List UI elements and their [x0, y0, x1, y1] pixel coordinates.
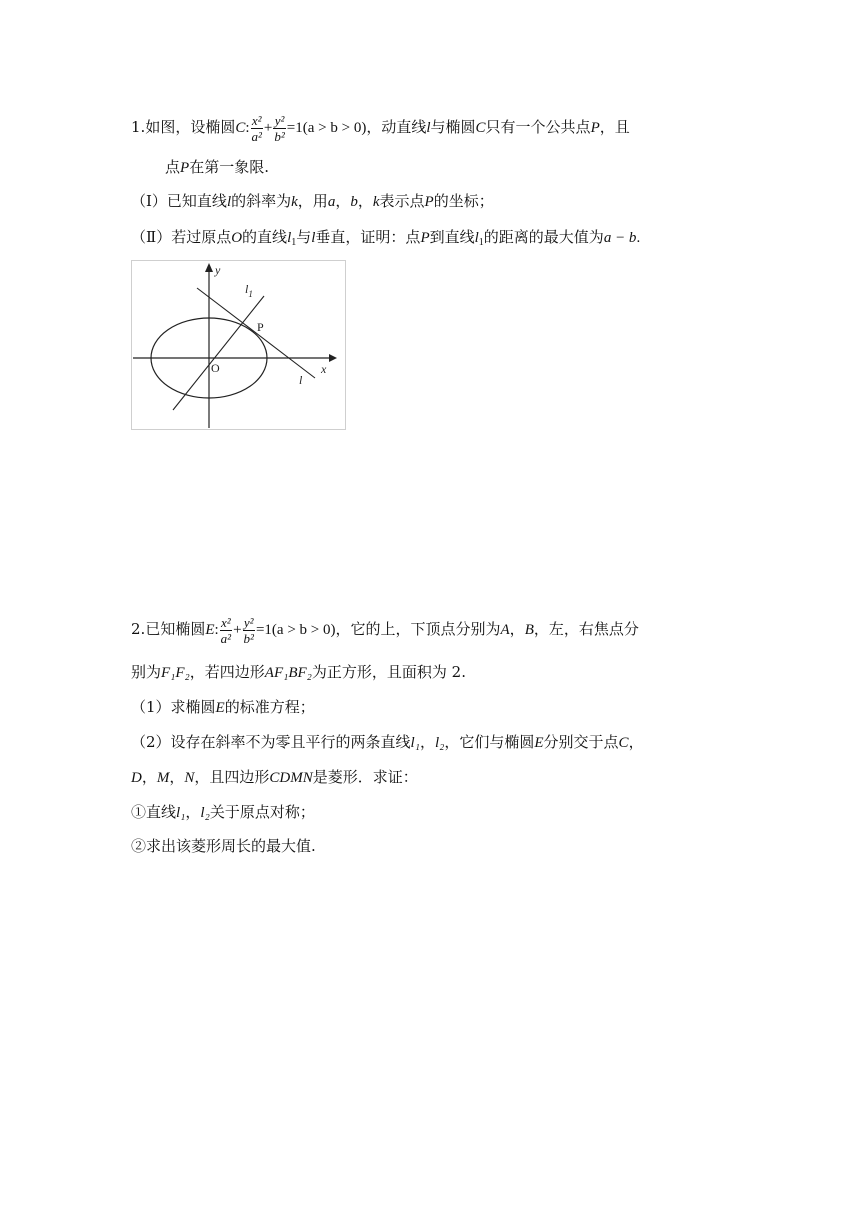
problem1-part1: （Ⅰ）已知直线l的斜率为k，用a，b，k表示点P的坐标； — [131, 192, 494, 210]
x-axis-arrow-icon — [329, 354, 337, 362]
problem1-part2: （Ⅱ）若过原点O的直线$l_1$与l垂直，证明：点P到直线$l_1$的距离的最大值为a − b. — [131, 228, 641, 248]
frac-x2-a2: $\frac{\text{x²}}{\text{a²}}$ — [251, 112, 262, 144]
problem2-q2-line2: D，M，N，且四边形CDMN是菱形．求证： — [131, 768, 418, 786]
figure-svg — [131, 260, 346, 430]
y-label: y — [215, 263, 221, 277]
l-label: l — [299, 373, 303, 387]
problem2-line2: 别为F₁F₂，若四边形AF₁BF₂为正方形，且面积为 2. — [131, 663, 466, 681]
ellipse-tangent-figure — [131, 260, 346, 430]
origin-label: O — [211, 361, 220, 375]
problem1-line1: 1.如图，设椭圆C: $\frac{\text{x²}}{\text{a²}}$ + $\frac{\text{y²}}{\text{b²}}$ =1(a > b > 0)，动直线l与椭圆C只有一个公共点P，且 — [131, 112, 630, 144]
frac2-x2-a2: $\frac{\text{x²}}{\text{a²}}$ — [220, 614, 232, 646]
y-axis-arrow-icon — [205, 263, 213, 272]
x-label: x — [321, 362, 327, 376]
line-l1 — [173, 296, 264, 410]
l1-label: $l_1$ — [245, 282, 253, 299]
problem2-q1: （1）求椭圆E的标准方程； — [131, 698, 315, 716]
problem1-line2: 点P在第一象限. — [165, 158, 269, 176]
frac-y2-b2: $\frac{\text{y²}}{\text{b²}}$ — [274, 112, 285, 144]
problem2-sub2: ②求出该菱形周长的最大值. — [131, 837, 316, 855]
problem2-sub1: ①直线l₁，l₂关于原点对称； — [131, 803, 315, 821]
p-label: P — [257, 320, 264, 334]
problem2-line1: 2.已知椭圆E: $\frac{\text{x²}}{\text{a²}}$ + $\frac{\text{y²}}{\text{b²}}$ =1(a > b > 0)，它的上，下顶点分别为A，B，左，右焦点分 — [131, 614, 639, 646]
problem2-q2-line1: （2）设存在斜率不为零且平行的两条直线l₁，l₂，它们与椭圆E分别交于点C， — [131, 733, 644, 751]
problem2-number: 2. — [131, 620, 146, 638]
problem1-number: 1. — [131, 118, 146, 136]
figure-border — [132, 261, 346, 430]
frac2-y2-b2: $\frac{\text{y²}}{\text{b²}}$ — [243, 614, 254, 646]
